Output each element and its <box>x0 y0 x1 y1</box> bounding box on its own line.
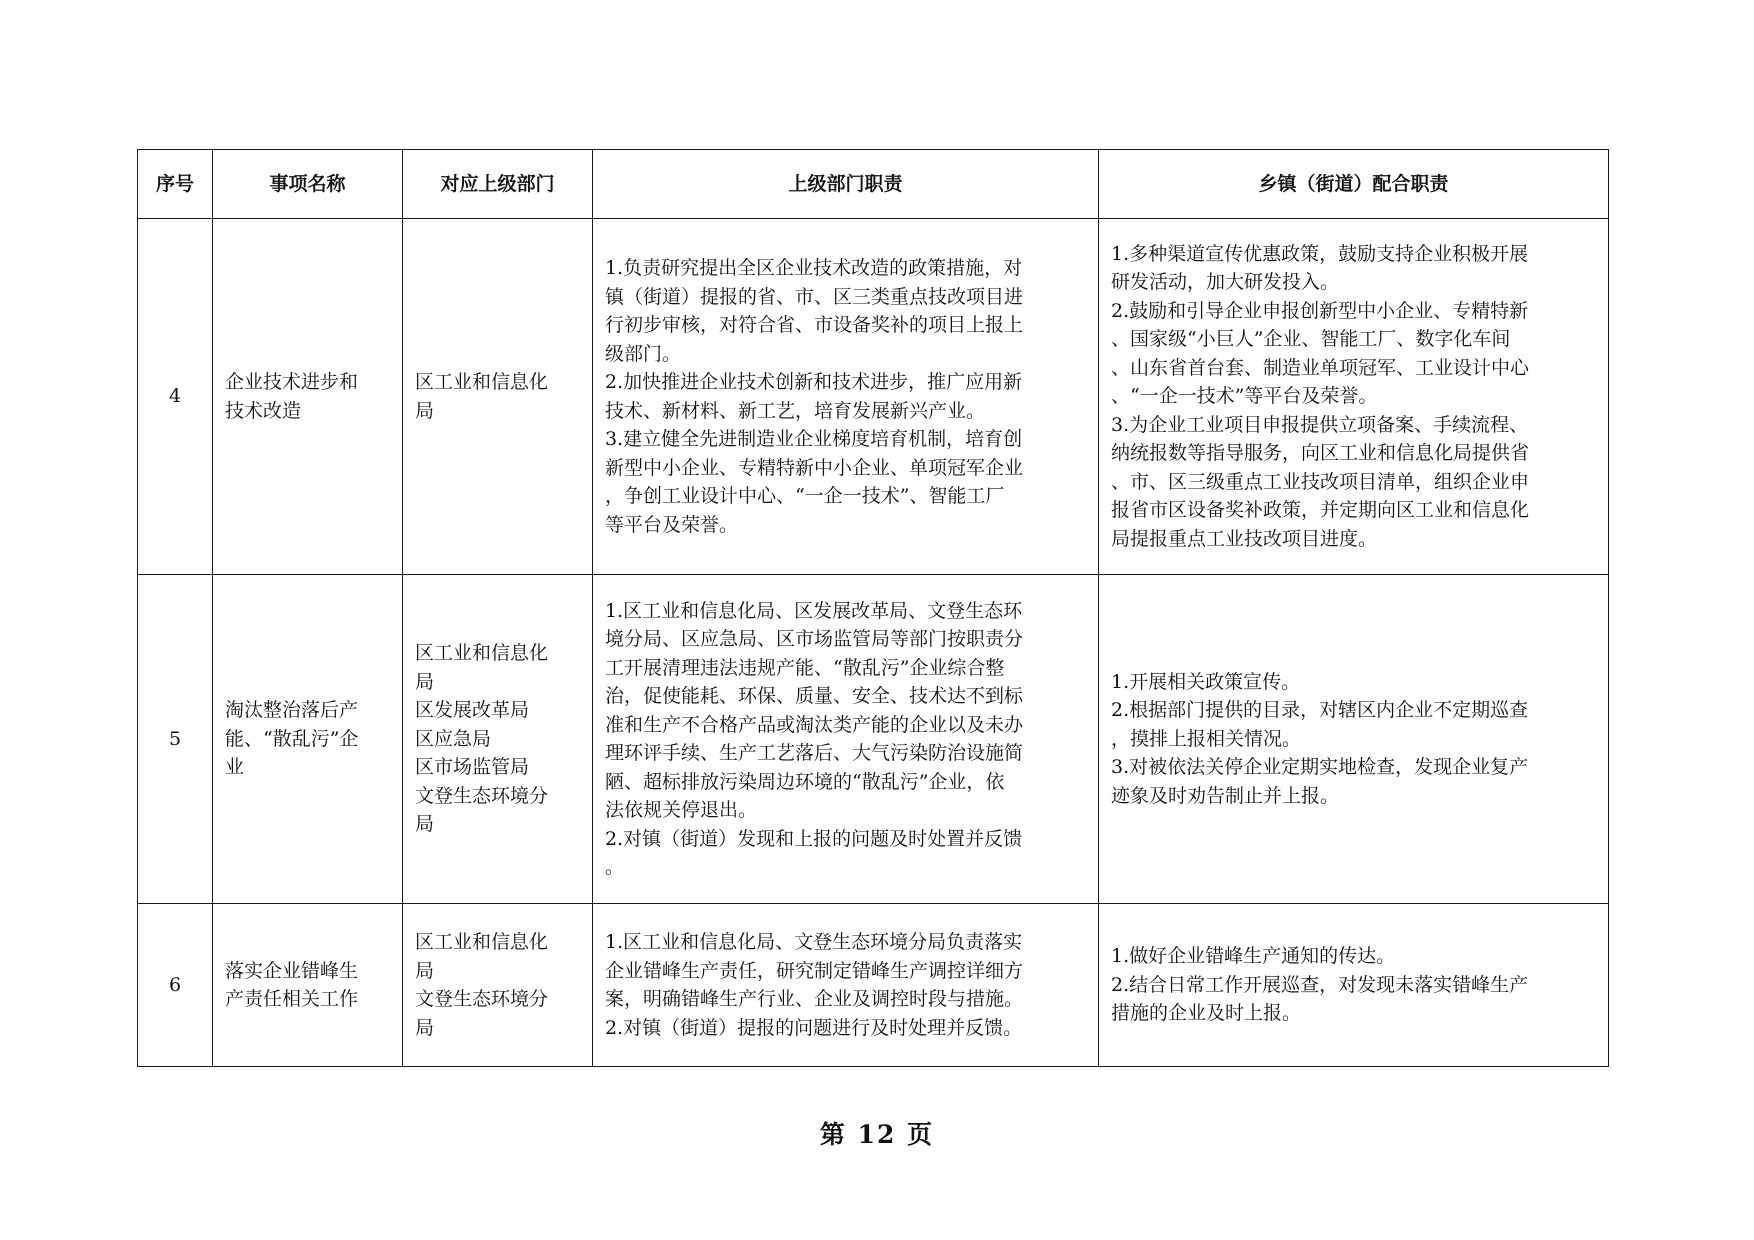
cell-superior-department <box>403 575 593 904</box>
text-line: 1.负责研究提出全区企业技术改造的政策措施，对 <box>605 257 1023 279</box>
text-line: 企业技术进步和 <box>225 371 359 393</box>
text-line: 、山东省首台套、制造业单项冠军、工业设计中心 <box>1111 356 1530 379</box>
text-line: ，争创工业设计中心、“一企一技术”、智能工厂 <box>605 485 1005 507</box>
responsibility-table <box>137 149 1609 1067</box>
text-line: 1.做好企业错峰生产通知的传达。 <box>1111 945 1396 968</box>
text-line: 局 <box>415 959 435 982</box>
cell-township-duties <box>1099 219 1609 575</box>
text-line: 局提报重点工业技改项目进度。 <box>1111 527 1378 550</box>
text-line: 境分局、区应急局、区市场监管局等部门按职责分 <box>605 628 1024 650</box>
text-line: 报省市区设备奖补政策，并定期向区工业和信息化 <box>1111 499 1530 522</box>
text-line: 业 <box>225 756 245 779</box>
text-line: 1.区工业和信息化局、区发展改革局、文登生态环 <box>605 599 1023 622</box>
cell-item-name <box>213 575 403 904</box>
text-line: 理环评手续、生产工艺落后、大气污染防治设施简 <box>605 742 1024 764</box>
text-line: 局 <box>415 399 435 422</box>
text-line: 区应急局 <box>415 727 492 750</box>
text-line: 落实企业错峰生 <box>225 959 359 982</box>
text-line: 1.区工业和信息化局、文登生态环境分局负责落实 <box>605 931 1023 953</box>
cell-superior-duties <box>593 575 1099 904</box>
text-line: 2.对镇（街道）发现和上报的问题及时处置并反馈 <box>605 827 1023 850</box>
text-line: 镇（街道）提报的省、市、区三类重点技改项目进 <box>605 285 1024 308</box>
cell-item-name <box>213 219 403 575</box>
text-line: 措施的企业及时上报。 <box>1111 1002 1302 1025</box>
text-line: 文登生态环境分 <box>415 784 549 807</box>
text-line: 新型中小企业、专精特新中小企业、单项冠军企业 <box>605 456 1024 479</box>
cell-township-duties <box>1099 904 1609 1067</box>
text-line: 法依规关停退出。 <box>605 799 758 821</box>
page-number: 第 12 页 <box>819 1120 935 1149</box>
text-line: 纳统报数等指导服务，向区工业和信息化局提供省 <box>1111 442 1530 465</box>
text-line: 区工业和信息化 <box>415 931 549 953</box>
header-township-duties: 乡镇（街道）配合职责 <box>1099 150 1609 219</box>
text-line: 、国家级“小巨人”企业、智能工厂、数字化车间 <box>1111 328 1511 351</box>
text-line: 区市场监管局 <box>415 756 530 779</box>
text-line: 2.对镇（街道）提报的问题进行及时处理并反馈。 <box>605 1016 1023 1039</box>
header-item-name: 事项名称 <box>213 150 403 219</box>
header-serial-number: 序号 <box>138 150 213 219</box>
text-line: 陋、超标排放污染周边环境的“散乱污”企业，依 <box>605 770 1005 793</box>
text-line: 1.开展相关政策宣传。 <box>1111 670 1301 693</box>
text-line: 迹象及时劝告制止并上报。 <box>1111 784 1340 807</box>
table-header-row <box>138 150 1609 219</box>
text-line: 工开展清理违法违规产能、“散乱污”企业综合整 <box>605 656 1005 679</box>
text-line: 治，促使能耗、环保、质量、安全、技术达不到标 <box>605 685 1024 707</box>
cell-serial-number: 5 <box>138 575 213 904</box>
text-line: 局 <box>415 813 435 836</box>
cell-superior-duties <box>593 219 1099 575</box>
text-line: 准和生产不合格产品或淘汰类产能的企业以及未办 <box>605 713 1024 736</box>
text-line: 1.多种渠道宣传优惠政策，鼓励支持企业积极开展 <box>1111 242 1529 265</box>
cell-superior-duties <box>593 904 1099 1067</box>
text-line: 区发展改革局 <box>415 699 530 722</box>
text-line: 等平台及荣誉。 <box>605 513 739 536</box>
table-row <box>138 904 1609 1067</box>
table-row <box>138 575 1609 904</box>
text-line: 2.结合日常工作开展巡查，对发现未落实错峰生产 <box>1111 973 1529 996</box>
header-superior-department: 对应上级部门 <box>403 150 593 219</box>
text-line: 文登生态环境分 <box>415 988 549 1010</box>
cell-superior-department <box>403 904 593 1067</box>
text-line: 产责任相关工作 <box>225 988 359 1010</box>
cell-item-name <box>213 904 403 1067</box>
text-line: 淘汰整治落后产 <box>225 699 359 722</box>
text-line: 2.根据部门提供的目录，对辖区内企业不定期巡查 <box>1111 699 1529 722</box>
text-line: 3.建立健全先进制造业企业梯度培育机制，培育创 <box>605 428 1023 450</box>
text-line: 2.加快推进企业技术创新和技术进步，推广应用新 <box>605 371 1023 393</box>
text-line: 级部门。 <box>605 342 682 365</box>
cell-township-duties <box>1099 575 1609 904</box>
text-line: 、“一企一技术”等平台及荣誉。 <box>1111 385 1378 408</box>
text-line: ，摸排上报相关情况。 <box>1111 727 1302 750</box>
text-line: 3.为企业工业项目申报提供立项备案、手续流程、 <box>1111 413 1529 436</box>
text-line: 行初步审核，对符合省、市设备奖补的项目上报上 <box>605 314 1024 336</box>
cell-serial-number: 6 <box>138 904 213 1067</box>
header-superior-duties: 上级部门职责 <box>593 150 1099 219</box>
text-line: 3.对被依法关停企业定期实地检查，发现企业复产 <box>1111 756 1529 779</box>
text-line: 局 <box>415 1016 435 1039</box>
cell-serial-number: 4 <box>138 219 213 575</box>
text-line: 企业错峰生产责任，研究制定错峰生产调控详细方 <box>605 959 1024 982</box>
text-line: 案，明确错峰生产行业、企业及调控时段与措施。 <box>605 988 1024 1010</box>
text-line: 局 <box>415 670 435 693</box>
text-line: 技术改造 <box>225 399 302 422</box>
cell-superior-department <box>403 219 593 575</box>
text-line: 技术、新材料、新工艺，培育发展新兴产业。 <box>605 399 986 422</box>
table-row <box>138 219 1609 575</box>
text-line: 能、“散乱污”企 <box>225 727 359 750</box>
text-line: 2.鼓励和引导企业申报创新型中小企业、专精特新 <box>1111 299 1529 322</box>
text-line: 区工业和信息化 <box>415 642 549 665</box>
text-line: 。 <box>605 856 625 878</box>
text-line: 、市、区三级重点工业技改项目清单，组织企业申 <box>1111 470 1530 493</box>
text-line: 研发活动，加大研发投入。 <box>1111 271 1340 294</box>
text-line: 区工业和信息化 <box>415 371 549 393</box>
